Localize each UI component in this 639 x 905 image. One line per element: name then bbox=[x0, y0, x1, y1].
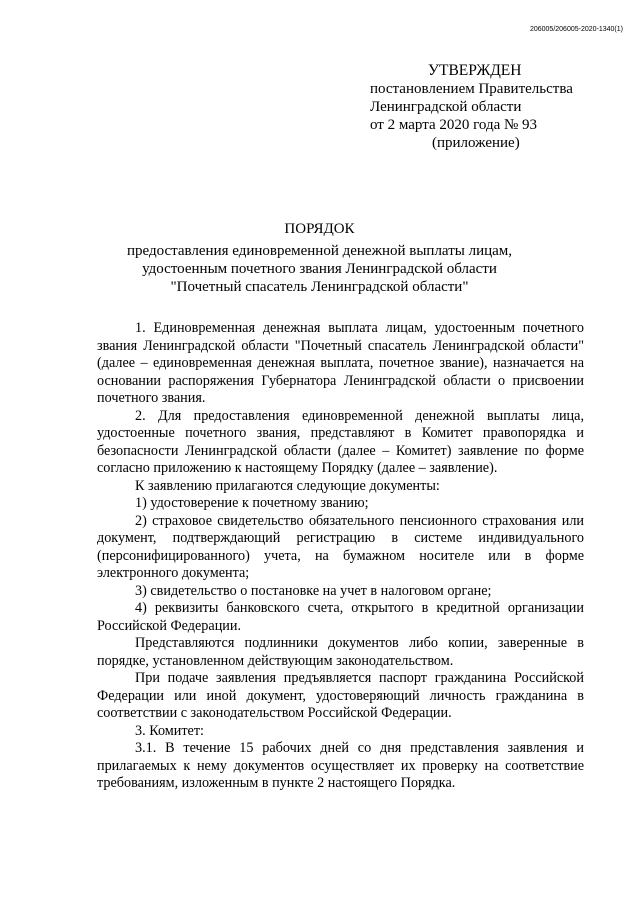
document-heading bbox=[0, 220, 639, 296]
paragraph: 1) удостоверение к почетному званию; bbox=[135, 495, 369, 511]
paragraph: 2) страховое свидетельство обязательного пенсионного страхования или документ, подтверждающий регистрацию в системе индивидуального (персонифицированного) учета, на бумажном носителе или в форме электронного документа; bbox=[97, 512, 584, 581]
paragraph: Представляются подлинники документов либо копии, заверенные в порядке, установленном действующим законодательством. bbox=[97, 635, 584, 669]
document-body bbox=[97, 320, 584, 793]
paragraph: 1. Единовременная денежная выплата лицам, удостоенным почетного звания Ленинградской области "Почетный спасатель Ленинградской области" (далее – единовременная денежная выплата, почетное звание), назначается на основании распоряжения Губернатора Ленинградской области о присвоении почетного звания. bbox=[97, 320, 584, 406]
document-subtitle-line: предоставления единовременной денежной выплаты лицам, bbox=[126, 243, 513, 259]
paragraph: 2. Для предоставления единовременной денежной выплаты лица, удостоенные почетного звания, представляют в Комитет правопорядка и безопасности Ленинградской области (далее – Комитет) заявление по форме согласно приложению к настоящему Порядку (далее – заявление). bbox=[97, 407, 584, 476]
document-id: 206005/206005-2020-1340(1) bbox=[529, 26, 623, 33]
approval-line: постановлением Правительства bbox=[370, 81, 573, 97]
document-subtitle-line: "Почетный спасатель Ленинградской области" bbox=[170, 279, 469, 295]
approval-block bbox=[370, 62, 630, 152]
approval-line: от 2 марта 2020 года № 93 bbox=[370, 117, 538, 133]
approval-title: УТВЕРЖДЕН bbox=[428, 62, 522, 79]
paragraph: 3) свидетельство о постановке на учет в налоговом органе; bbox=[135, 582, 492, 599]
paragraph: При подаче заявления предъявляется паспорт гражданина Российской Федерации или иной документ, удостоверяющий личность гражданина в соответствии с законодательством Российской Федерации. bbox=[97, 670, 584, 721]
paragraph: 3. Комитет: bbox=[135, 722, 204, 739]
document-subtitle-line: удостоенным почетного звания Ленинградской области bbox=[142, 261, 497, 277]
paragraph: 3.1. В течение 15 рабочих дней со дня представления заявления и прилагаемых к нему документов осуществляет их проверку на соответствие требованиям, изложенным в пункте 2 настоящего Порядка. bbox=[97, 740, 584, 791]
document-title: ПОРЯДОК bbox=[284, 221, 355, 237]
approval-line: Ленинградской области bbox=[370, 99, 522, 115]
approval-appendix: (приложение) bbox=[432, 135, 520, 151]
paragraph: 4) реквизиты банковского счета, открытого в кредитной организации Российской Федерации. bbox=[97, 600, 584, 634]
paragraph: К заявлению прилагаются следующие документы: bbox=[135, 477, 440, 494]
